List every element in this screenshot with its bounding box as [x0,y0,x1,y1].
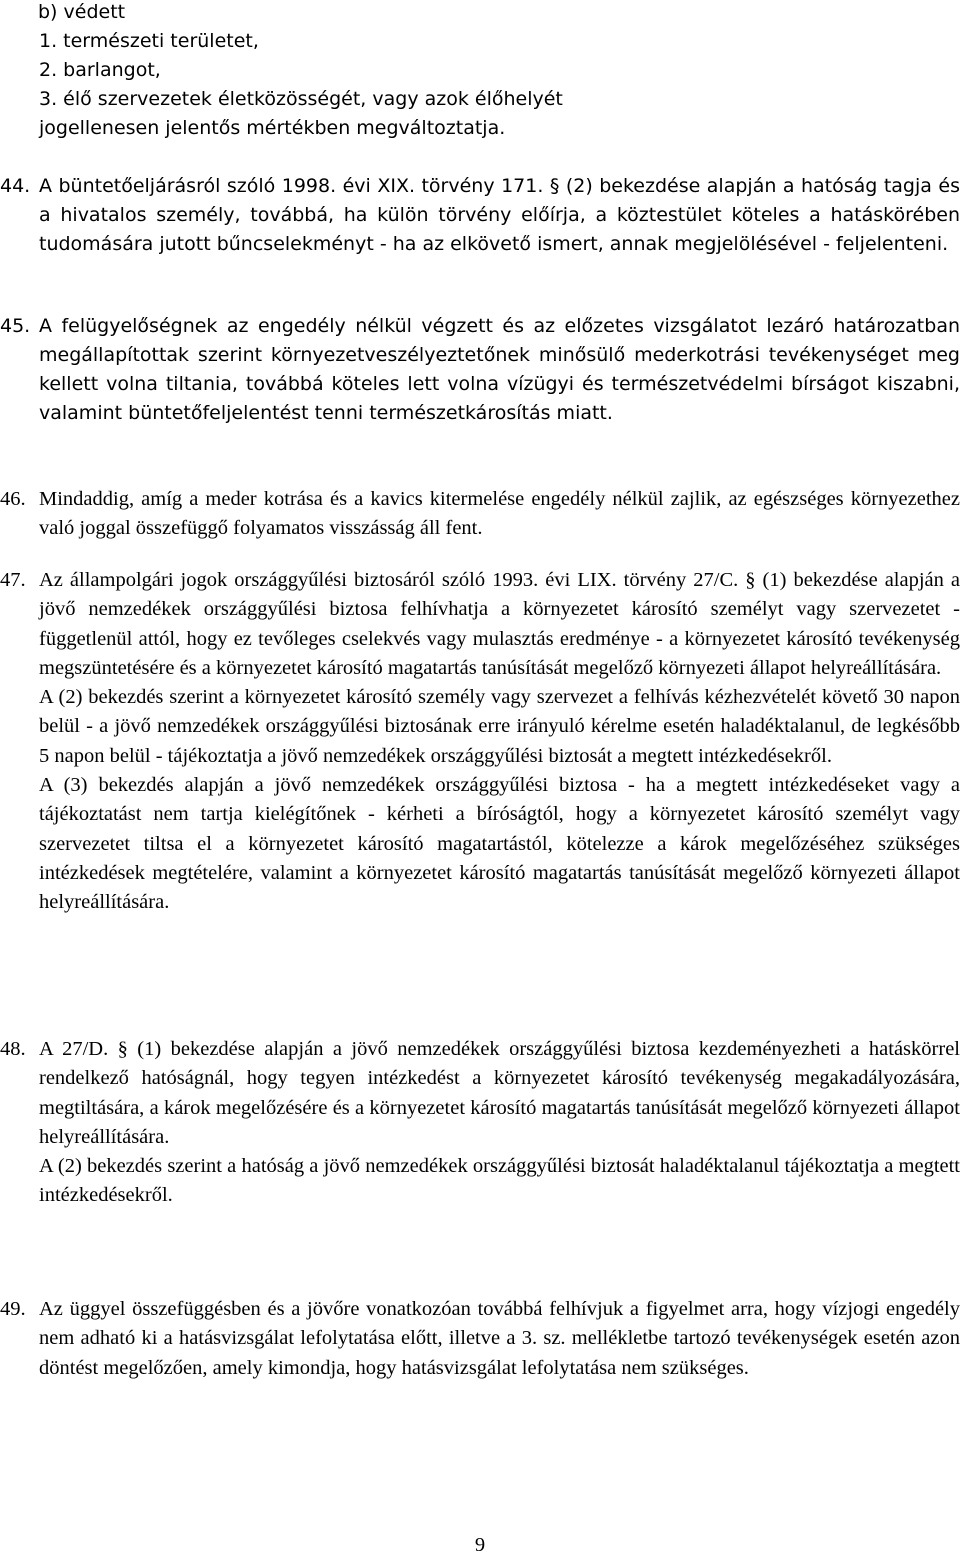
paragraph-number: 46. [0,488,26,510]
paragraph-text: A (2) bekezdés szerint a hatóság a jövő nemzedékek országgyűlési biztosát haladéktalanul tájékoztatja a megtett intézkedésekről. [39,1155,960,1207]
page-number: 9 [474,1534,486,1556]
paragraph-number: 47. [0,569,26,591]
section-b-list [39,0,919,143]
paragraph-text: A (2) bekezdés szerint a környezetet károsító személy vagy szervezet a felhívás kézhezvételét követő 30 napon belül - a jövő nemzedékek országgyűlési biztosának erre irányuló kérelme esetén haladéktalanul, de legkésőbb 5 napon belül - tájékoztatja a jövő nemzedékek országgyűlési biztosát a megtett intézkedésekről. [39,686,960,767]
paragraph-text: A felügyelőségnek az engedély nélkül végzett és az előzetes vizsgálatot lezáró határozatban megállapítottak szerint környezetveszélyeztetőnek minősülő mederkotrási tevékenységet meg kellett volna tiltania, továbbá köteles lett volna vízügyi és természetvédelmi bírságot kiszabni, valamint büntetőfeljelentést tenni természetkárosítás miatt. [39,315,960,424]
paragraph-body [39,172,960,259]
paragraph-text: Az üggyel összefüggésben és a jövőre vonatkozóan továbbá felhívjuk a figyelmet arra, hogy vízjogi engedély nem adható ki a hatásvizsgálat lefolytatása előtt, illetve a 3. sz. mellékletbe tartozó tevékenységek esetén azon döntést megelőzően, amely kimondja, hogy hatásvizsgálat lefolytatása nem szükséges. [39,1298,960,1379]
paragraph-number: 45. [0,315,31,337]
paragraph-text: A (3) bekezdés alapján a jövő nemzedékek országgyűlési biztosa - ha a megtett intézkedéseket vagy a tájékoztatást nem tartja kielégítőnek - kérheti a bíróságtól, hogy a környezetet károsító személyt vagy szervezetet tiltsa el a környezetet károsító magatartástól, kötelezze a károk megelőzéséhez szükséges intézkedések megtételére, valamint a környezetet károsító magatartás tanúsítását megelőző környezeti állapot helyreállítására. [39,774,960,914]
paragraph-number: 44. [0,175,31,197]
list-item: 3. élő szervezetek életközösségét, vagy azok élőhelyét [39,88,563,110]
paragraph-text: A büntetőeljárásról szóló 1998. évi XIX. törvény 171. § (2) bekezdése alapján a hatóság tagja és a hivatalos személy, továbbá, ha külön törvény előírja, a köztestület köteles a hatáskörében tudomására jutott bűncselekményt - ha az elkövető ismert, annak megjelölésével - feljelenteni. [39,175,960,255]
paragraph-text: A 27/D. § (1) bekezdése alapján a jövő nemzedékek országgyűlési biztosa kezdeményezheti a hatáskörrel rendelkező hatóságnál, hogy tegyen intézkedést a környezetet károsító tevékenység megakadályozására, megtiltására, a károk megelőzésére és a környezetet károsító magatartás tanúsítását megelőző környezeti állapot helyreállítására. [39,1038,960,1148]
paragraph-body [39,485,960,544]
paragraph-body [39,1295,960,1383]
paragraph-text: Az állampolgári jogok országgyűlési biztosáról szóló 1993. évi LIX. törvény 27/C. § (1) bekezdése alapján a jövő nemzedékek országgyűlési biztosa felhívhatja a környezetet károsító személyt vagy szervezetet - függetlenül attól, hogy ez tevőleges cselekvés vagy mulasztás eredménye - a környezetet károsító tevékenység megszüntetésére és a környezetet károsító magatartás tanúsítását megelőző környezeti állapot helyreállítására. [39,569,960,679]
paragraph-body [39,312,960,428]
list-item: 2. barlangot, [39,59,161,81]
section-b-heading: b) védett [38,1,126,23]
paragraph-body [39,1035,960,1211]
list-item: 1. természeti területet, [39,30,259,52]
list-item: jogellenesen jelentős mértékben megváltoztatja. [39,117,506,139]
paragraph-number: 48. [0,1038,26,1060]
paragraph-number: 49. [0,1298,26,1320]
paragraph-text: Mindaddig, amíg a meder kotrása és a kavics kitermelése engedély nélkül zajlik, az egészséges környezethez való joggal összefüggő folyamatos visszásság áll fent. [39,488,960,540]
paragraph-body [39,566,960,918]
